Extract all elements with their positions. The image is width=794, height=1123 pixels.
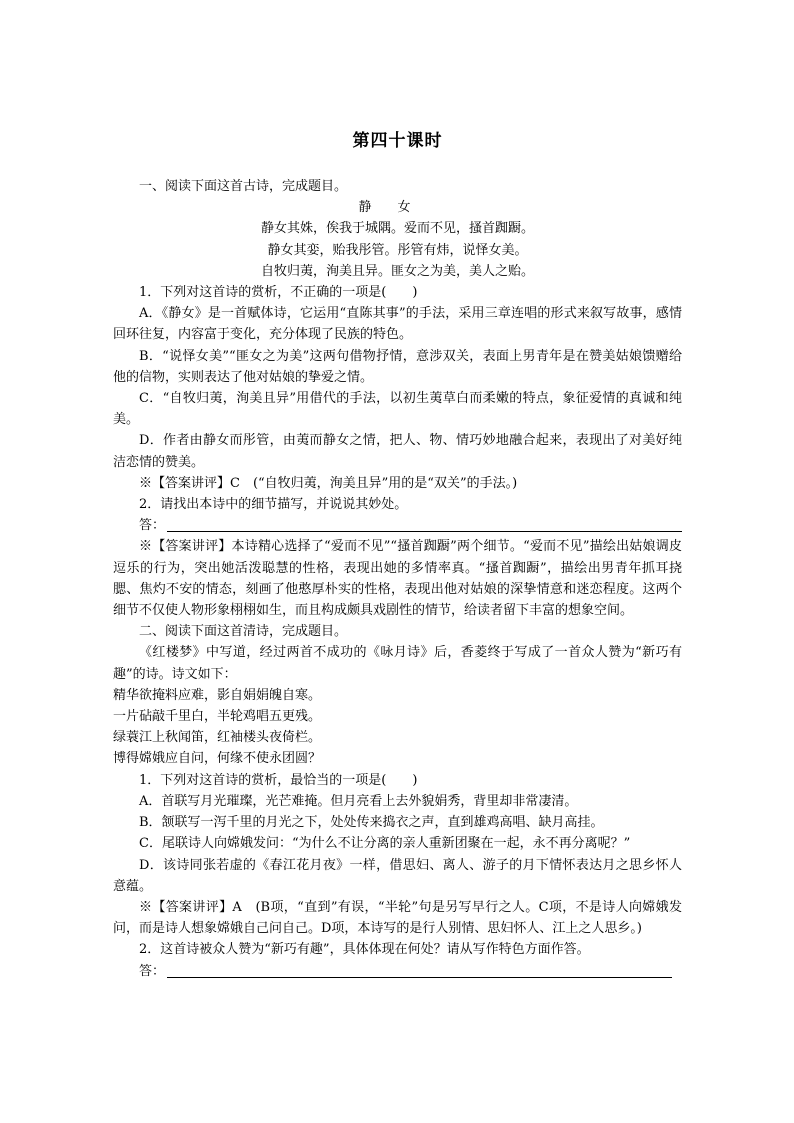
poem2-line: 博得嫦娥应自问，何缘不使永团圆？ — [113, 751, 322, 767]
section2-intro: 《红楼梦》中写道，经过两首不成功的《咏月诗》后，香菱终于写成了一首众人赞为“新巧有趣”的诗。诗文如下： — [113, 645, 682, 682]
document-body — [113, 176, 682, 982]
s1-q2-stem: 2．请找出本诗中的细节描写，并说说其妙处。 — [139, 497, 408, 513]
s1-q1-answer: ※【答案讲评】C (“自牧归荑，洵美且异”用的是“双关”的手法。) — [139, 475, 518, 491]
s2-q1-stem: 1．下列对这首诗的赏析，最恰当的一项是( ) — [139, 772, 418, 788]
s2-q2-stem: 2．这首诗被众人赞为“新巧有趣”，具体体现在何处？请从写作特色方面作答。 — [139, 942, 590, 958]
poem1-line: 静女其娈，贻我彤管。彤管有炜，说怿女美。 — [267, 242, 528, 258]
page-title: 第四十课时 — [352, 131, 443, 151]
answer-label: 答： — [139, 963, 166, 979]
answer-rule — [167, 976, 672, 978]
s1-q2-answer: ※【答案讲评】本诗精心选择了“爱而不见”“搔首踟蹰”两个细节。“爱而不见”描绘出姑娘调皮逗乐的行为，突出她活泼聪慧的性格，表现出她的多情率真。“搔首踟蹰”，描绘出男青年抓耳挠腮、焦灼不安的情态，刻画了他憨厚朴实的性格，表现出他对姑娘的深挚情意和迷恋程度。这两个细节不仅使人物形象栩栩如生，而且构成颇具戏剧性的情节，给读者留下丰富的想象空间。 — [113, 539, 682, 619]
answer-label: 答： — [139, 518, 166, 534]
s1-q1-option-a: A．《静女》是一首赋体诗，它运用“直陈其事”的手法，采用三章连唱的形式来叙写故事，感情回环往复，内容富于变化，充分体现了民族的特色。 — [113, 306, 682, 343]
poem1-title: 静女 — [358, 200, 437, 216]
s1-q1-option-d: D．作者由静女而彤管，由荑而静女之情，把人、物、情巧妙地融合起来，表现出了对美好纯洁恋情的赞美。 — [113, 433, 682, 470]
s1-q2-answer-line — [113, 515, 682, 536]
s2-q1-option-d: D．该诗同张若虚的《春江花月夜》一样，借思妇、离人、游子的月下情怀表达月之思乡怀人意蕴。 — [113, 857, 682, 894]
poem1-line: 静女其姝，俟我于城隅。爱而不见，搔首踟蹰。 — [260, 221, 534, 237]
s2-q1-option-c: C．尾联诗人向嫦娥发问：“为什么不让分离的亲人重新团聚在一起，永不再分离呢？” — [139, 836, 631, 852]
s2-q2-answer-line — [113, 961, 682, 982]
s1-q1-option-b: B．“说怿女美”“匪女之为美”这两句借物抒情，意涉双关，表面上男青年是在赞美姑娘馈赠给他的信物，实则表达了他对姑娘的挚爱之情。 — [113, 348, 682, 385]
poem1-line: 自牧归荑，洵美且异。匪女之为美，美人之贻。 — [260, 263, 534, 279]
answer-rule — [167, 530, 682, 532]
s2-q1-option-b: B．颔联写一泻千里的月光之下，处处传来捣衣之声，直到雄鸡高唱、缺月高挂。 — [139, 815, 604, 831]
s2-q1-option-a: A．首联写月光璀璨，光芒难掩。但月亮看上去外貌娟秀，背里却非常凄清。 — [139, 793, 578, 809]
section2-heading: 二、阅读下面这首清诗，完成题目。 — [139, 624, 348, 640]
section1-heading: 一、阅读下面这首古诗，完成题目。 — [139, 179, 348, 194]
s1-q1-option-c: C．“自牧归荑，洵美且异”用借代的手法，以初生荑草白而柔嫩的特点，象征爱情的真诚和纯美。 — [113, 391, 682, 428]
s1-q1-stem: 1．下列对这首诗的赏析，不正确的一项是( ) — [139, 285, 418, 301]
poem2-line: 绿蓑江上秋闻笛，红袖楼头夜倚栏。 — [113, 730, 322, 746]
poem2-line: 一片砧敲千里白，半轮鸡唱五更残。 — [113, 709, 322, 725]
poem2-line: 精华欲掩料应难，影自娟娟魄自寒。 — [113, 687, 322, 703]
s2-q1-answer: ※【答案讲评】A (B项，“直到”有误，“半轮”句是另写早行之人。C项，不是诗人向嫦娥发问，而是诗人想象嫦娥自己问自己。D项，本诗写的是行人别情、思妇怀人、江上之人思乡。) — [113, 899, 682, 937]
